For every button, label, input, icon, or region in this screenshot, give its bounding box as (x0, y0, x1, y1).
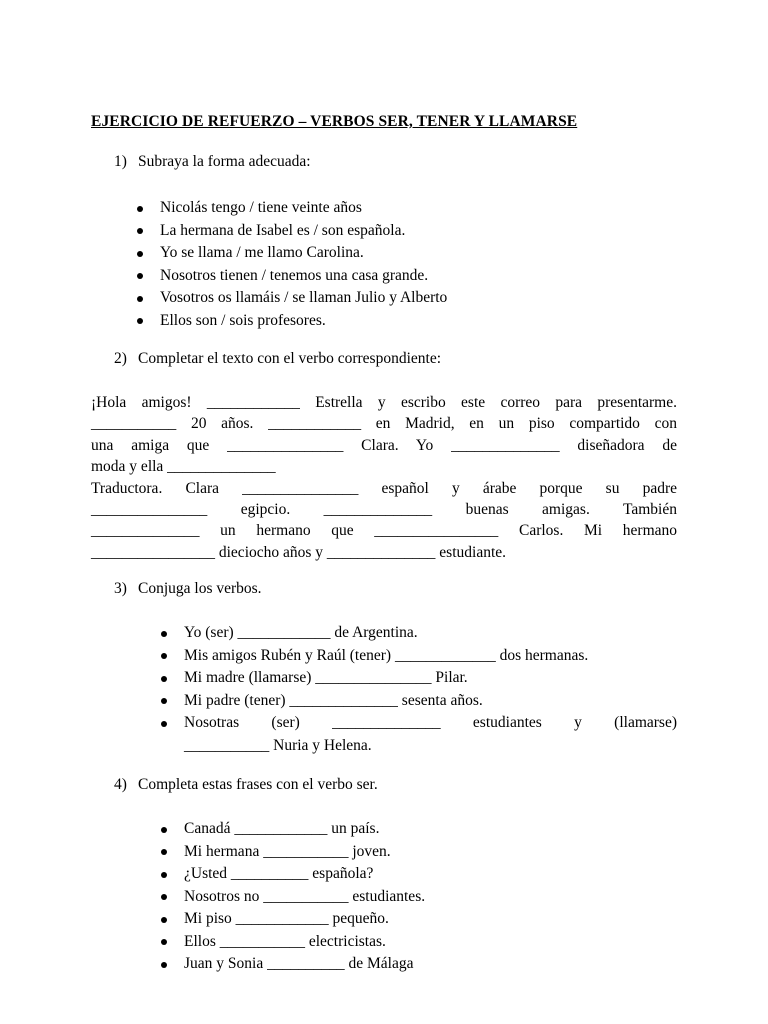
list-item: Nosotros tienen / tenemos una casa grande. (160, 265, 447, 288)
paragraph-line: moda y ella ______________ (91, 458, 276, 476)
section-2-number: 2) (114, 350, 127, 367)
list-item: Yo se llama / me llamo Carolina. (160, 242, 447, 265)
list-item: Nosotros no ___________ estudiantes. (184, 886, 425, 909)
paragraph-line: una amiga que _______________ Clara. Yo ______________ diseñadora de (91, 436, 677, 454)
paragraph-line: ¡Hola amigos! ____________ Estrella y escribo este correo para presentarme. (91, 394, 677, 411)
list-item-line: ___________ Nuria y Helena. (184, 736, 372, 754)
section-3-heading (114, 580, 262, 598)
paragraph-line: ___________ 20 años. ____________ en Madrid, en un piso compartido con (91, 415, 677, 433)
list-item: Yo (ser) ____________ de Argentina. (184, 622, 677, 645)
section-2-heading-text: Completar el texto con el verbo correspondiente: (138, 350, 442, 367)
section-1-heading (114, 153, 311, 171)
section-1-number: 1) (114, 153, 127, 170)
section-4-heading (114, 776, 378, 794)
section-3-heading-text: Conjuga los verbos. (138, 580, 262, 597)
list-item: ¿Usted __________ española? (184, 863, 425, 886)
list-item (184, 712, 677, 735)
list-item-continuation (184, 735, 677, 758)
section-4-number: 4) (114, 776, 127, 793)
section-3-list (184, 622, 677, 757)
section-3-number: 3) (114, 580, 127, 597)
document-title: EJERCICIO DE REFUERZO – VERBOS SER, TENER Y LLAMARSE (91, 113, 578, 130)
list-item: Ellos ___________ electricistas. (184, 931, 425, 954)
paragraph-line: ________________ dieciocho años y ______________ estudiante. (91, 543, 507, 561)
section-1-list (160, 197, 447, 332)
paragraph-line: ______________ un hermano que ________________ Carlos. Mi hermano (91, 522, 677, 540)
section-2-paragraph (91, 392, 677, 563)
section-4-list (184, 818, 425, 976)
list-item: Juan y Sonia __________ de Málaga (184, 953, 425, 976)
section-1-heading-text: Subraya la forma adecuada: (138, 153, 311, 170)
list-item: Vosotros os llamáis / se llaman Julio y Alberto (160, 287, 447, 310)
section-4-heading-text: Completa estas frases con el verbo ser. (138, 776, 378, 793)
paragraph-line: Traductora. Clara _______________ español y árabe porque su padre (91, 479, 677, 497)
list-item: Mi madre (llamarse) _______________ Pilar. (184, 667, 677, 690)
list-item: Nicolás tengo / tiene veinte años (160, 197, 447, 220)
list-item: Mi hermana ___________ joven. (184, 841, 425, 864)
list-item: Mi padre (tener) ______________ sesenta años. (184, 690, 677, 713)
list-item: Mis amigos Rubén y Raúl (tener) _____________ dos hermanas. (184, 645, 677, 668)
list-item-line: Nosotras (ser) ______________ estudiantes y (llamarse) (184, 714, 677, 731)
list-item: Canadá ____________ un país. (184, 818, 425, 841)
paragraph-line: _______________ egipcio. ______________ buenas amigas. También (91, 500, 677, 518)
list-item: Mi piso ____________ pequeño. (184, 908, 425, 931)
section-2-heading (114, 350, 441, 368)
list-item: Ellos son / sois profesores. (160, 310, 447, 333)
list-item: La hermana de Isabel es / son española. (160, 220, 447, 243)
